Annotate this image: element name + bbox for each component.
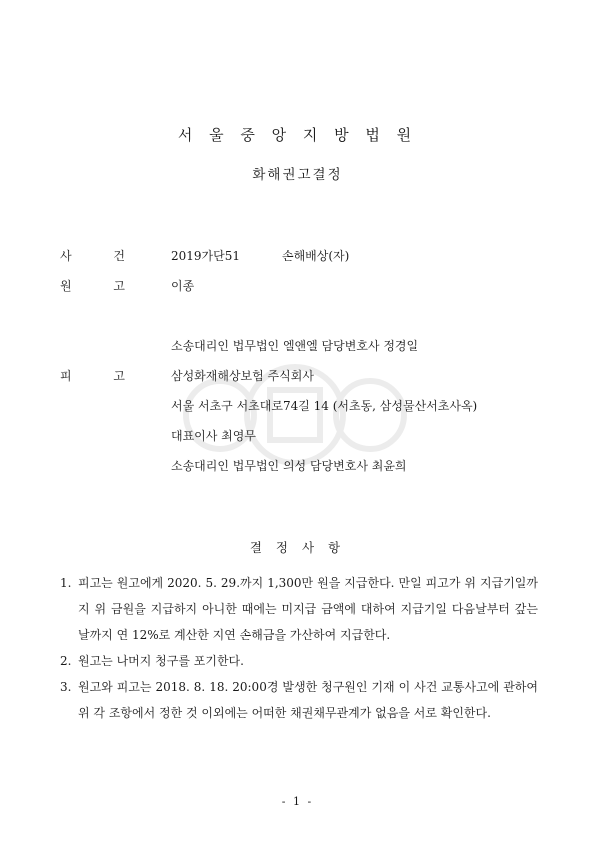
plaintiff-label: 원 고 xyxy=(60,279,125,293)
case-name: 손해배상(자) xyxy=(282,249,350,263)
defendant-address: 서울 서초구 서초대로74길 14 (서초동, 삼성물산서초사옥) xyxy=(171,399,478,413)
decision-item: 2. 원고는 나머지 청구를 포기한다. xyxy=(60,654,244,668)
decision-item: 3. 원고와 피고는 2018. 8. 18. 20:00경 발생한 청구원인 기재 이 사건 교통사고에 관하여 위 각 조항에서 정한 것 이외에는 어떠한 채권채무관계가 없음을 서로 확인한다. xyxy=(60,680,538,720)
case-label: 사 건 xyxy=(60,249,125,263)
case-number: 2019가단51 xyxy=(171,249,240,263)
page-number: - 1 - xyxy=(281,795,314,808)
decision-item: 1. 피고는 원고에게 2020. 5. 29.까지 1,300만 원을 지급한다. 만일 피고가 위 지급기일까지 위 금원을 지급하지 아니한 때에는 미지급 금액에 대하여 지급기일 다음날부터 갚는 날까지 연 12%로 계산한 지연 손해금을 가산하여 지급한다. xyxy=(60,576,538,642)
plaintiff-counsel: 소송대리인 법무법인 엘앤엘 담당변호사 정경일 xyxy=(171,339,419,353)
defendant-label: 피 고 xyxy=(60,369,125,383)
defendant-counsel: 소송대리인 법무법인 의성 담당변호사 최윤희 xyxy=(171,459,407,473)
document-title: 화해권고결정 xyxy=(252,167,343,183)
defendant-representative: 대표이사 최영무 xyxy=(171,429,256,443)
plaintiff-name: 이종 xyxy=(171,279,195,293)
court-name: 서 울 중 앙 지 방 법 원 xyxy=(177,126,418,144)
decision-section-title: 결 정 사 항 xyxy=(249,540,346,555)
defendant-name: 삼성화재해상보험 주식회사 xyxy=(171,369,314,383)
decision-items xyxy=(60,570,538,726)
